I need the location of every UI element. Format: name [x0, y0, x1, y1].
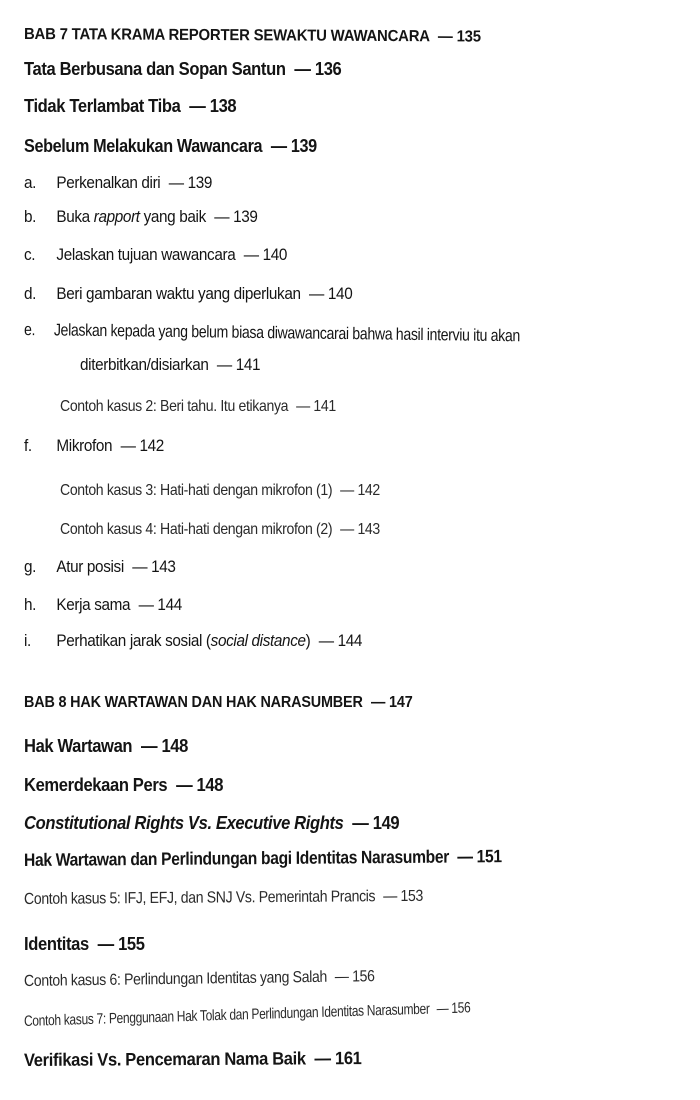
toc-section-title: Tata Berbusana dan Sopan Santun — [24, 59, 286, 79]
example-page: 156 — [451, 999, 471, 1017]
example-text: Contoh kasus 7: Penggunaan Hak Tolak dan Perlindungan Identitas Narasumber — [23, 1000, 430, 1030]
toc-section-title: Constitutional Rights Vs. Executive Rights — [24, 813, 344, 833]
item-letter: a. — [24, 173, 37, 192]
item-page: 139 — [233, 207, 258, 226]
example-page: 141 — [313, 398, 336, 415]
example-page: 142 — [357, 482, 380, 499]
toc-item — [24, 245, 287, 265]
toc-section-page: 136 — [314, 59, 342, 79]
toc-section — [24, 775, 223, 796]
toc-section-title: Verifikasi Vs. Pencemaran Nama Baik — [23, 1048, 306, 1070]
dash: — — [270, 136, 287, 156]
chapter-7-heading — [24, 26, 481, 47]
toc-section-page: 151 — [476, 846, 502, 867]
dash: — — [314, 1048, 331, 1069]
toc-section — [24, 1048, 362, 1071]
example-text: Contoh kasus 6: Perlindungan Identitas yang Salah — [23, 968, 327, 990]
item-text-italic: rapport — [93, 207, 140, 226]
item-page: 144 — [157, 595, 182, 614]
example-page: 153 — [400, 887, 423, 906]
toc-section-page: 139 — [290, 136, 317, 156]
toc-section-page: 148 — [196, 775, 224, 795]
toc-item — [24, 284, 352, 304]
item-letter: f. — [24, 436, 32, 455]
chapter-8-heading — [24, 694, 413, 712]
toc-section-title: Hak Wartawan — [24, 736, 133, 756]
toc-item — [24, 631, 362, 651]
item-letter: d. — [24, 284, 37, 303]
toc-example — [60, 482, 380, 500]
toc-section — [24, 934, 145, 955]
example-page: 156 — [352, 968, 375, 986]
dash: — — [216, 355, 232, 374]
dash: — — [168, 173, 184, 192]
dash: — — [437, 28, 453, 46]
dash: — — [120, 436, 136, 455]
toc-section — [24, 59, 341, 80]
toc-section-page: 161 — [334, 1048, 362, 1069]
example-text: Contoh kasus 4: Hati-hati dengan mikrofon (2) — [60, 521, 333, 538]
toc-example — [24, 968, 375, 991]
toc-item — [24, 207, 258, 227]
toc-section-title: Sebelum Melakukan Wawancara — [24, 136, 263, 156]
item-text: Beri gambaran waktu yang diperlukan — [56, 284, 301, 303]
toc-section — [24, 813, 399, 834]
item-letter: b. — [24, 207, 37, 226]
item-page: 143 — [151, 557, 176, 576]
dash: — — [370, 694, 386, 711]
dash: — — [318, 631, 334, 650]
item-text: Jelaskan tujuan wawancara — [56, 245, 236, 264]
toc-example — [24, 999, 471, 1030]
item-text: Kerja sama — [56, 595, 131, 614]
dash: — — [457, 846, 473, 867]
toc-example — [24, 888, 423, 909]
dash: — — [383, 888, 397, 906]
example-text: Contoh kasus 3: Hati-hati dengan mikrofon (1) — [60, 482, 333, 499]
chapter-7-title: BAB 7 TATA KRAMA REPORTER SEWAKTU WAWANCARA — [23, 26, 430, 46]
toc-section-page: 149 — [372, 813, 400, 833]
item-letter: h. — [24, 595, 37, 614]
chapter-8-title: BAB 8 HAK WARTAWAN DAN HAK NARASUMBER — [24, 694, 363, 711]
toc-example — [60, 398, 336, 416]
dash: — — [138, 595, 154, 614]
item-text-before: Perhatikan jarak sosial ( — [56, 631, 211, 650]
item-text-before: Buka — [56, 207, 94, 226]
item-letter: g. — [24, 557, 37, 576]
item-text: Perkenalkan diri — [56, 173, 161, 192]
toc-item — [24, 173, 212, 193]
item-letter: e. — [23, 320, 36, 340]
item-text-after: yang baik — [139, 207, 206, 226]
toc-section-title: Tidak Terlambat Tiba — [24, 96, 181, 116]
item-letter: c. — [24, 245, 36, 264]
dash: — — [189, 96, 206, 116]
example-text: Contoh kasus 5: IFJ, EFJ, dan SNJ Vs. Pemerintah Prancis — [23, 888, 376, 908]
item-page: 141 — [235, 355, 261, 374]
toc-item-continuation — [80, 355, 260, 375]
toc-section-title: Kemerdekaan Pers — [24, 775, 168, 795]
dash: — — [340, 521, 354, 538]
dash: — — [352, 813, 369, 833]
dash: — — [334, 968, 349, 986]
dash: — — [436, 1000, 449, 1018]
toc-section — [24, 96, 236, 117]
item-text: Mikrofon — [56, 436, 113, 455]
dash: — — [294, 59, 311, 79]
item-text-after: ) — [305, 631, 311, 650]
toc-item — [24, 436, 164, 456]
item-page: 144 — [337, 631, 363, 650]
item-text-line1: Jelaskan kepada yang belum biasa diwawancarai bahwa hasil interviu itu akan — [53, 320, 521, 346]
item-page: 142 — [139, 436, 164, 455]
toc-section-page: 155 — [118, 934, 145, 954]
toc-item — [24, 595, 182, 615]
toc-section-title: Hak Wartawan dan Perlindungan bagi Identitas Narasumber — [23, 846, 450, 870]
dash: — — [132, 557, 148, 576]
item-page: 140 — [327, 284, 353, 303]
item-text-line2: diterbitkan/disiarkan — [80, 355, 209, 374]
toc-section — [24, 136, 317, 157]
toc-example — [60, 521, 380, 539]
toc-section — [24, 736, 188, 757]
item-page: 140 — [262, 245, 288, 264]
dash: — — [296, 398, 310, 415]
toc-section — [24, 846, 502, 871]
example-text: Contoh kasus 2: Beri tahu. Itu etikanya — [60, 398, 289, 415]
dash: — — [243, 245, 259, 264]
dash: — — [176, 775, 193, 795]
item-text: Atur posisi — [56, 557, 124, 576]
chapter-8-page: 147 — [389, 694, 413, 711]
item-page: 139 — [187, 173, 213, 192]
dash: — — [340, 482, 354, 499]
chapter-7-page: 135 — [456, 28, 481, 46]
toc-item — [24, 320, 520, 346]
toc-section-page: 148 — [161, 736, 188, 756]
example-page: 143 — [357, 521, 380, 538]
dash: — — [97, 934, 114, 954]
dash: — — [214, 207, 230, 226]
dash: — — [141, 736, 158, 756]
toc-item — [24, 557, 176, 577]
dash: — — [309, 284, 324, 303]
item-text-italic: social distance — [210, 631, 306, 650]
item-letter: i. — [24, 631, 31, 650]
toc-section-title: Identitas — [24, 934, 89, 954]
toc-section-page: 138 — [209, 96, 237, 116]
